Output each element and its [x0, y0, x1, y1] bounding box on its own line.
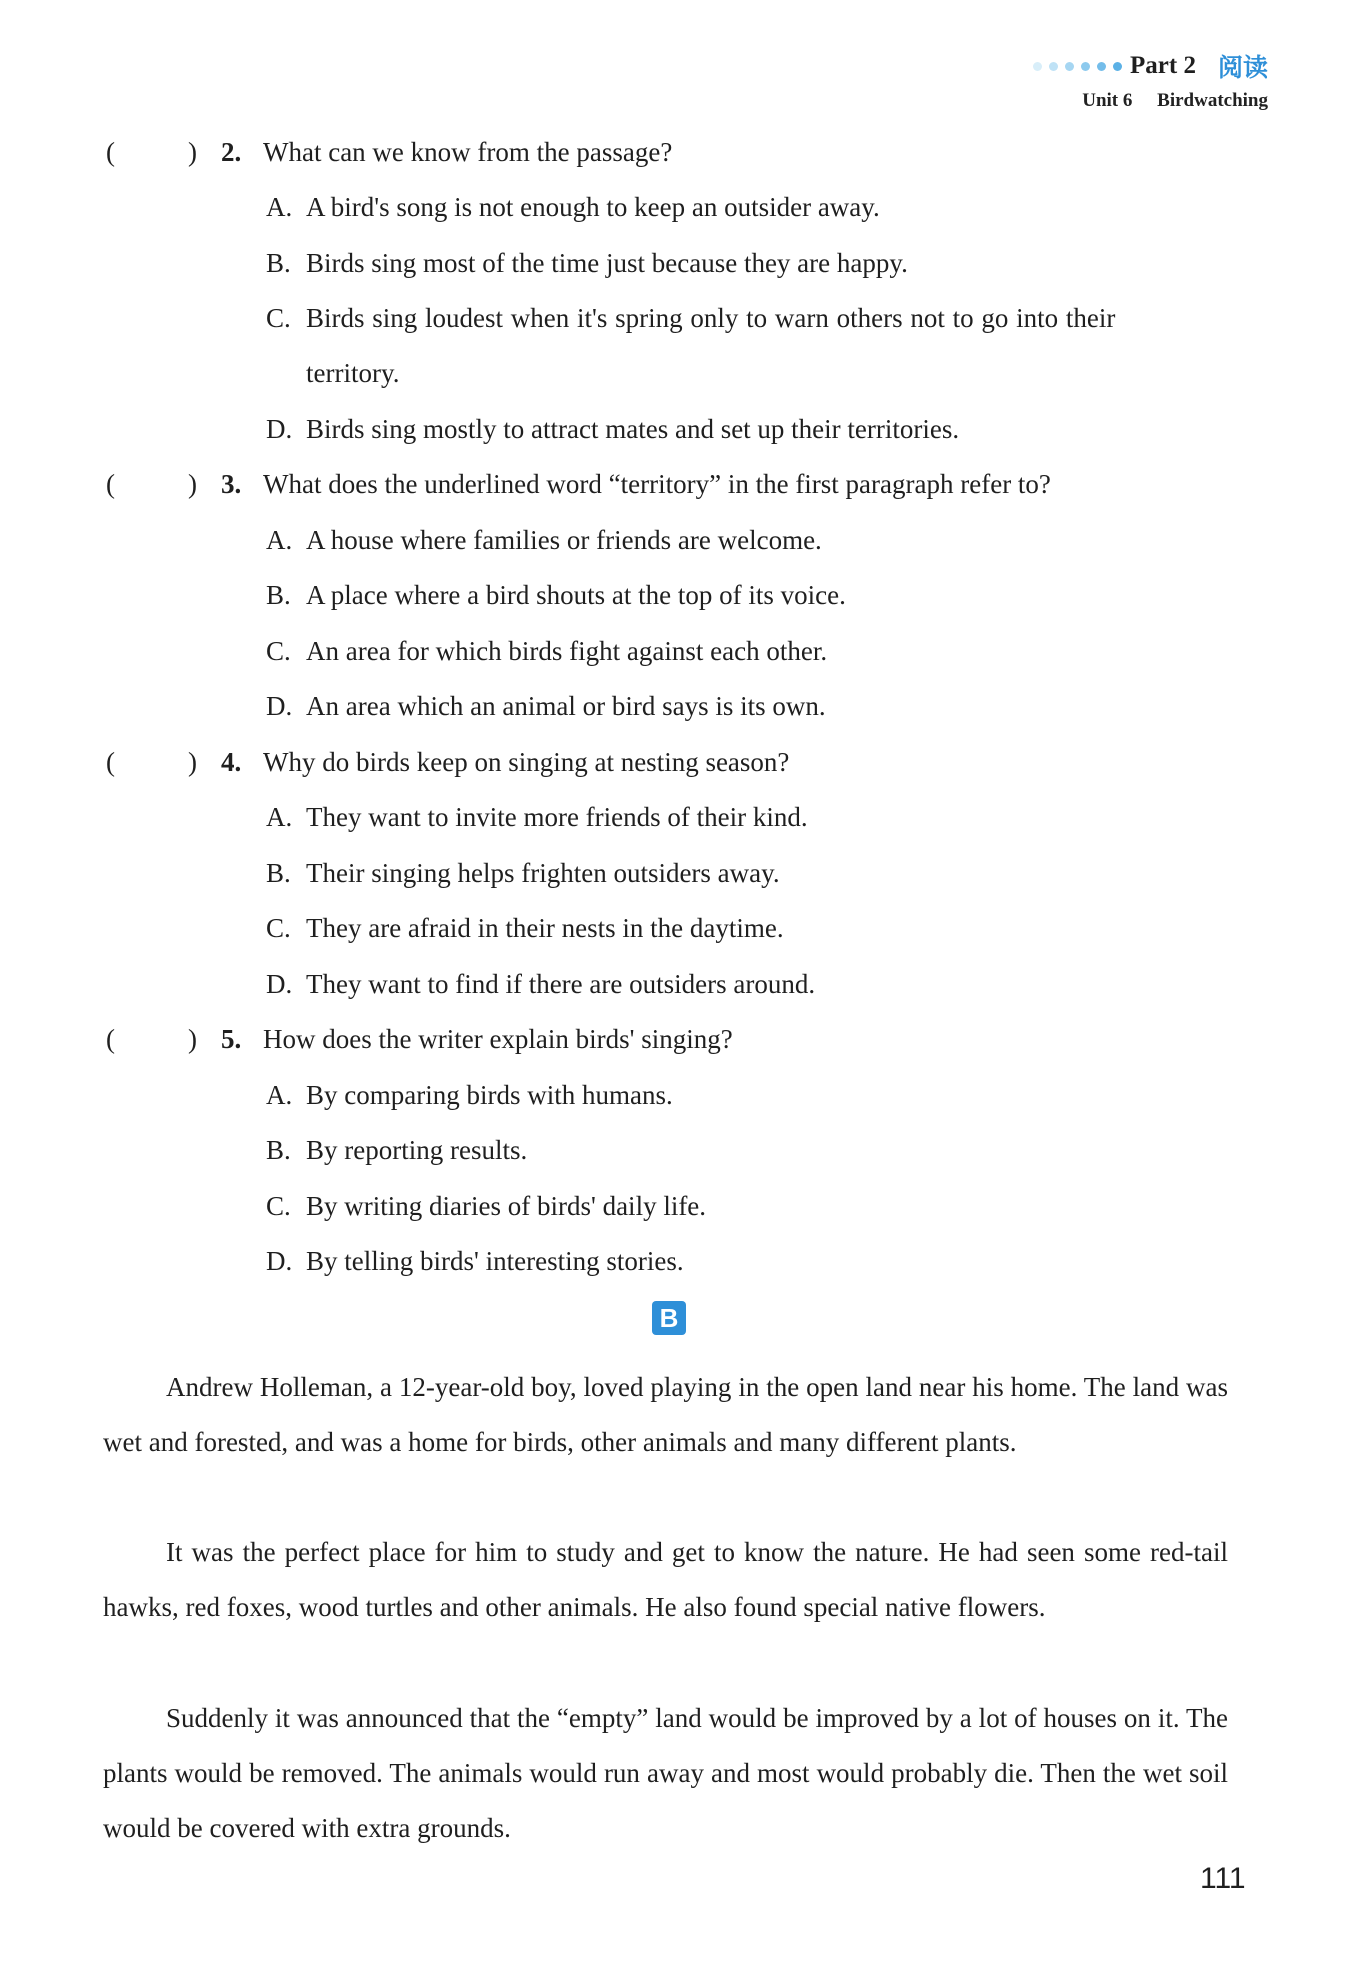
option-letter: A. [266, 1080, 293, 1110]
option-letter: B. [266, 580, 291, 610]
part-chinese-label: 阅读 [1217, 53, 1268, 82]
option-text: Birds sing mostly to attract mates and set up their territories. [306, 414, 960, 444]
question-number: 3. [221, 469, 242, 499]
option-letter: A. [266, 192, 293, 222]
answer-bracket-open[interactable]: ( [106, 747, 115, 777]
page-header [1026, 48, 1268, 112]
option-letter: B. [266, 1135, 291, 1165]
option-text: An area which an animal or bird says is its own. [306, 691, 826, 721]
section-b-badge: B [652, 1301, 686, 1335]
unit-label: Unit 6 [1082, 90, 1133, 111]
option-text: A house where families or friends are welcome. [306, 525, 822, 555]
option-text: An area for which birds fight against each other. [306, 636, 828, 666]
option-text: They want to find if there are outsiders around. [306, 969, 816, 999]
option-letter: D. [266, 691, 293, 721]
question-number: 4. [221, 747, 242, 777]
passage-paragraph-1: Andrew Holleman, a 12-year-old boy, loved playing in the open land near his home. The land was wet and forested, and was a home for birds, other animals and many different plants. [103, 1372, 1228, 1457]
option-letter: B. [266, 858, 291, 888]
option-text: Their singing helps frighten outsiders away. [306, 858, 780, 888]
option-letter: A. [266, 802, 293, 832]
option-text: They want to invite more friends of their kind. [306, 802, 808, 832]
question-text: Why do birds keep on singing at nesting season? [263, 747, 790, 777]
decorative-dots [1026, 62, 1122, 71]
dot-icon [1097, 62, 1106, 71]
option-text: By writing diaries of birds' daily life. [306, 1191, 707, 1221]
option-letter: B. [266, 248, 291, 278]
page-number: 111 [1200, 1862, 1246, 1895]
option-text: By comparing birds with humans. [306, 1080, 673, 1110]
answer-bracket-open[interactable]: ( [106, 137, 115, 167]
option-text: Birds sing most of the time just because they are happy. [306, 248, 908, 278]
option-letter: A. [266, 525, 293, 555]
dot-icon [1049, 62, 1058, 71]
option-letter: D. [266, 969, 293, 999]
answer-bracket-close: ) [188, 137, 197, 167]
option-letter: C. [266, 636, 291, 666]
unit-title: Birdwatching [1157, 90, 1268, 111]
question-number: 2. [221, 137, 242, 167]
answer-bracket-close: ) [188, 469, 197, 499]
option-text-continued: territory. [306, 358, 400, 388]
option-text: Birds sing loudest when it's spring only to warn others not to go into their [306, 303, 1116, 333]
answer-bracket-open[interactable]: ( [106, 1024, 115, 1054]
option-text: They are afraid in their nests in the daytime. [306, 913, 784, 943]
option-text: By reporting results. [306, 1135, 528, 1165]
option-text: By telling birds' interesting stories. [306, 1246, 684, 1276]
dot-icon [1065, 62, 1074, 71]
dot-icon [1113, 62, 1122, 71]
answer-bracket-close: ) [188, 1024, 197, 1054]
dot-icon [1081, 62, 1090, 71]
question-text: What does the underlined word “territory” in the first paragraph refer to? [263, 469, 1051, 499]
option-letter: C. [266, 303, 291, 333]
question-text: How does the writer explain birds' singing? [263, 1024, 733, 1054]
question-text: What can we know from the passage? [263, 137, 673, 167]
option-letter: D. [266, 414, 293, 444]
option-letter: C. [266, 1191, 291, 1221]
option-text: A place where a bird shouts at the top of its voice. [306, 580, 846, 610]
option-text: A bird's song is not enough to keep an outsider away. [306, 192, 880, 222]
dot-icon [1033, 62, 1042, 71]
option-letter: C. [266, 913, 291, 943]
option-letter: D. [266, 1246, 293, 1276]
answer-bracket-close: ) [188, 747, 197, 777]
passage-paragraph-2: It was the perfect place for him to study and get to know the nature. He had seen some red-tail hawks, red foxes, wood turtles and other animals. He also found special native flowers. [103, 1537, 1228, 1622]
question-number: 5. [221, 1024, 242, 1054]
passage-paragraph-3: Suddenly it was announced that the “empty” land would be improved by a lot of houses on it. The plants would be removed. The animals would run away and most would probably die. Then the wet soil would be covered with extra grounds. [103, 1703, 1228, 1843]
part-label: Part 2 [1130, 52, 1196, 79]
answer-bracket-open[interactable]: ( [106, 469, 115, 499]
